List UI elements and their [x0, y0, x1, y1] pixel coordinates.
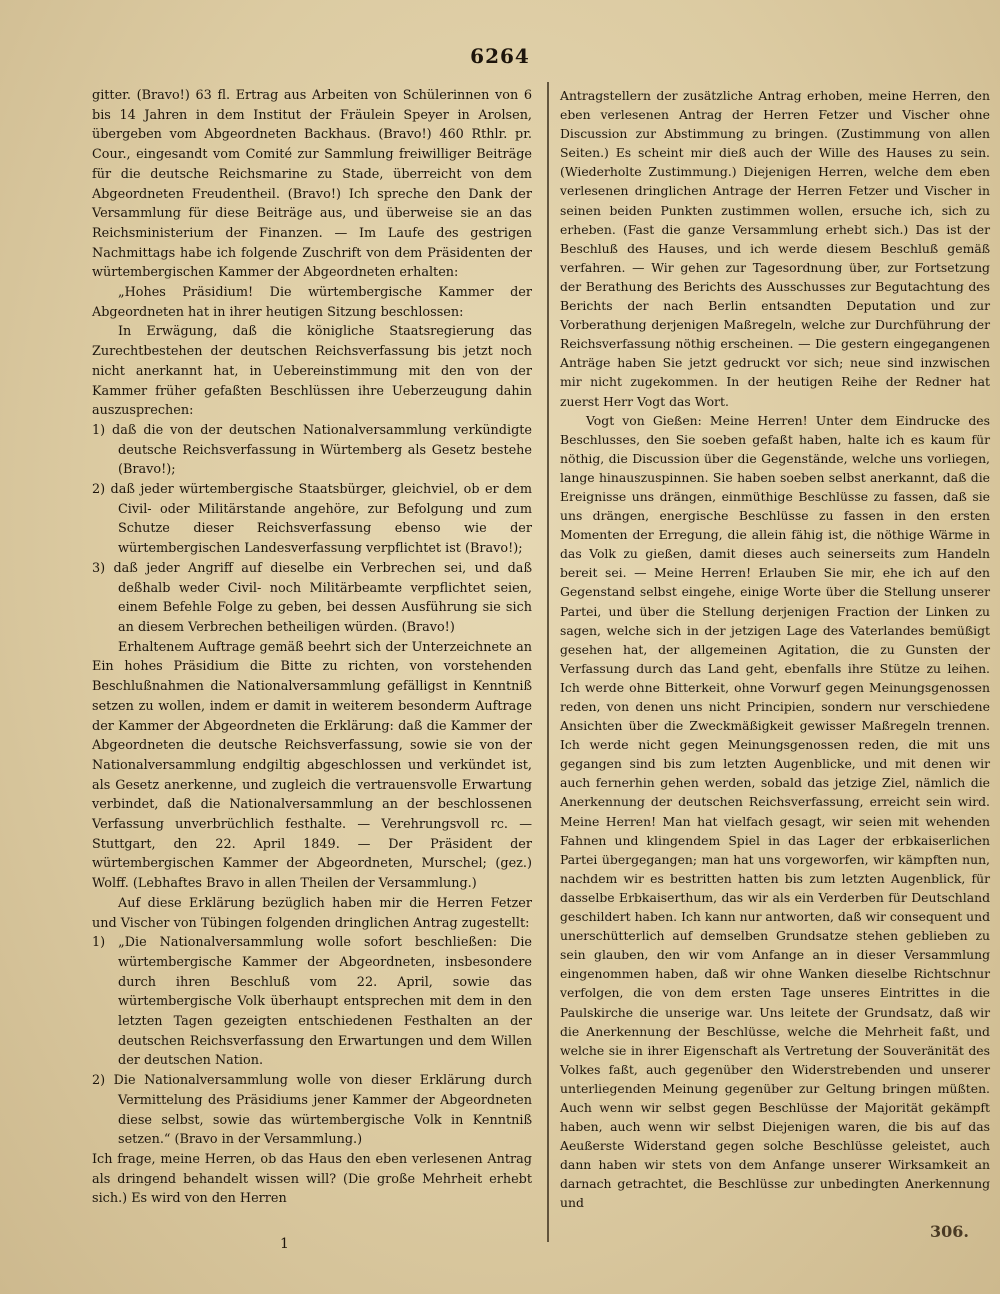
paragraph: Auf diese Erklärung bezüglich haben mir die Herren Fetzer und Vischer von Tübingen folgenden dringlichen Antrag zugestellt: [92, 895, 532, 931]
list-item: 2) Die Nationalversammlung wolle von dieser Erklärung durch Vermittelung des Präsidiums jener Kammer der Abgeordneten diese selbst, sowie das würtembergische Volk in Kenntniß setzen.“ (Bravo in der Versammlung.) [92, 1073, 532, 1148]
right-column [560, 86, 990, 1213]
paragraph: Ich frage, meine Herren, ob das Haus den eben verlesenen Antrag als dringend behandelt wissen will? (Die große Mehrheit erhebt sich.) Es wird von den Herren [92, 1151, 532, 1207]
page-number: 6264 [470, 44, 530, 68]
signature-mark: 306. [930, 1222, 969, 1241]
footer-mark: 1 [280, 1236, 289, 1252]
paragraph: Antragstellern der zusätzliche Antrag erhoben, meine Herren, den eben verlesenen Antrag der Herren Fetzer und Vischer ohne Discussion zur Abstimmung zu bringen. (Zustimmung von allen Seiten.) Es scheint mir dieß auch der Wille des Hauses zu sein. (Wiederholte Zustimmung.) Diejenigen Herren, welche dem eben verlesenen dringlichen Antrage der Herren Fetzer und Vischer in seinen beiden Punkten zustimmen wollen, ersuche ich, sich zu erheben. (Fast die ganze Versammlung erhebt sich.) Das ist der Beschluß des Hauses, und ich werde diesem Beschluß gemäß verfahren. — Wir gehen zur Tagesordnung über, zur Fortsetzung der Berathung des Berichts des Ausschusses zur Begutachtung des Berichts der nach Berlin entsandten Deputation und zur Vorberathung derjenigen Maßregeln, welche zur Durchführung der Reichsverfassung nöthig erscheinen. — Die gestern eingegangenen Anträge haben Sie jetzt gedruckt vor sich; neue sind inzwischen mir nicht zugekommen. In der heutigen Reihe der Redner hat zuerst Herr Vogt das Wort. [560, 88, 990, 409]
paragraph: Vogt von Gießen: Meine Herren! Unter dem Eindrucke des Beschlusses, den Sie soeben gefaßt haben, halte ich es kaum für nöthig, die Discussion über die Gegenstände, welche uns vorliegen, lange hinauszuspinnen. Sie haben soeben selbst anerkannt, daß die Ereignisse uns drängen, einmüthige Beschlüsse zu fassen, daß sie uns drängen, energische Beschlüsse zu fassen in den ersten Momenten der Erregung, die allein fähig ist, die nöthige Wärme in das Volk zu gießen, damit dieses auch seinerseits zum Handeln bereit sei. — Meine Herren! Erlauben Sie mir, ehe ich auf den Gegenstand selbst eingehe, einige Worte über die Stellung unserer Partei, und über die Stellung derjenigen Fraction der Linken zu sagen, welche sich in der jetzigen Lage des Vaterlandes bemüßigt gesehen hat, der allgemeinen Agitation, die zu Gunsten der Verfassung durch das Land geht, ebenfalls ihre Stütze zu leihen. Ich werde ohne Bitterkeit, ohne Vorwurf gegen Meinungsgenossen reden, von denen uns nicht Principien, sondern nur verschiedene Ansichten über die Zweckmäßigkeit gewisser Maßregeln trennen. Ich werde nicht gegen Meinungsgenossen reden, die mit uns gegangen sind bis zum letzten Augenblicke, und mit denen wir auch fernerhin gehen werden, sobald das jetzige Ziel, nämlich die Anerkennung der deutschen Reichsverfassung, erreicht sein wird. Meine Herren! Man hat vielfach gesagt, wir seien mit wehenden Fahnen und klingendem Spiel in das Lager der erbkaiserlichen Partei übergegangen; man hat uns vorgeworfen, wir kämpften nun, nachdem wir es bestritten hatten bis zum letzten Augenblick, für dasselbe Erbkaiserthum, das wir als ein Verderben für Deutschland geschildert haben. Ich kann nur antworten, daß wir consequent und unerschütterlich auf demselben Grundsatze stehen geblieben zu sein glauben, den wir vom Anfange an in dieser Versammlung eingenommen haben, daß wir ohne Wanken dieselbe Richtschnur verfolgen, die von dem ersten Tage unseres Eintrittes in die Paulskirche die unserige war. Uns leitete der Grundsatz, daß wir die Anerkennung der Beschlüsse, welche die Mehrheit faßt, und welche sie in ihrer Eigenschaft als Vertretung der Souveränität des Volkes faßt, auch gegenüber den Widerstrebenden und unserer unterliegenden Meinung gegenüber zur Geltung bringen müßten. Auch wenn wir selbst gegen Beschlüsse der Majorität gekämpft haben, auch wenn wir selbst Diejenigen waren, die bis auf das Aeußerste Widerstand gegen solche Beschlüsse geleistet, auch dann haben wir stets von dem Anfange unserer Wirksamkeit an darnach getrachtet, die Beschlüsse zur unbedingten Anerkennung und [560, 412, 991, 1211]
list-item: 1) „Die Nationalversammlung wolle sofort beschließen: Die würtembergische Kammer der Abgeordneten, insbesondere durch ihren Beschluß vom 22. April, sowie das würtembergische Volk überhaupt entsprechen mit dem in den letzten Tagen gezeigten entschiedenen Festhalten an der deutschen Reichsverfassung den Erwartungen und dem Willen der deutschen Nation. [92, 935, 532, 1069]
paragraph: In Erwägung, daß die königliche Staatsregierung das Zurechtbestehen der deutschen Reichsverfassung bis jetzt noch nicht anerkannt hat, in Uebereinstimmung mit den von der Kammer früher gefaßten Beschlüssen ihre Ueberzeugung dahin auszusprechen: [92, 324, 532, 419]
left-column [92, 86, 532, 1209]
paragraph: gitter. (Bravo!) 63 fl. Ertrag aus Arbeiten von Schülerinnen von 6 bis 14 Jahren in dem Institut der Fräulein Speyer in Arolsen, übergeben vom Abgeordneten Backhaus. (Bravo!) 460 Rthlr. pr. Cour., eingesandt vom Comité zur Sammlung freiwilliger Beiträge für die deutsche Reichsmarine zu Stade, überreicht von dem Abgeordneten Freudentheil. (Bravo!) Ich spreche den Dank der Versammlung für diese Beiträge aus, und überweise sie an das Reichsministerium der Finanzen. — Im Laufe des gestrigen Nachmittags habe ich folgende Zuschrift von dem Präsidenten der würtembergischen Kammer der Abgeordneten erhalten: [92, 88, 532, 281]
list-item: 2) daß jeder würtembergische Staatsbürger, gleichviel, ob er dem Civil- oder Militärstande angehöre, zur Befolgung und zum Schutze dieser Reichsverfassung ebenso wie der würtembergischen Landesverfassung verpflichtet ist (Bravo!); [92, 482, 532, 557]
paragraph: „Hohes Präsidium! Die würtembergische Kammer der Abgeordneten hat in ihrer heutigen Sitzung beschlossen: [92, 285, 532, 320]
list-item: 1) daß die von der deutschen Nationalversammlung verkündigte deutsche Reichsverfassung in Würtemberg als Gesetz bestehe (Bravo!); [92, 422, 532, 478]
paragraph: Erhaltenem Auftrage gemäß beehrt sich der Unterzeichnete an Ein hohes Präsidium die Bitte zu richten, von vorstehenden Beschlußnahmen die Nationalversammlung gefälligst in Kenntniß setzen zu wollen, indem er damit in weiterem besonderm Auftrage der Kammer der Abgeordneten die Erklärung: daß die Kammer der Abgeordneten die deutsche Reichsverfassung, sowie sie von der Nationalversammlung endgiltig abgeschlossen und verkündet ist, als Gesetz anerkenne, und zugleich die vertrauensvolle Erwartung verbindet, daß die Nationalversammlung an der beschlossenen Verfassung unverbrüchlich festhalte. — Verehrungsvoll rc. — Stuttgart, den 22. April 1849. — Der Präsident der würtembergischen Kammer der Abgeordneten, Murschel; (gez.) Wolff. (Lebhaftes Bravo in allen Theilen der Versammlung.) [92, 639, 532, 892]
list-item: 3) daß jeder Angriff auf dieselbe ein Verbrechen sei, und daß deßhalb weder Civil- noch Militärbeamte verpflichtet seien, einem Befehle Folge zu geben, bei dessen Ausführung sie sich an diesem Verbrechen betheiligen würden. (Bravo!) [92, 560, 532, 635]
column-divider [547, 82, 549, 1242]
